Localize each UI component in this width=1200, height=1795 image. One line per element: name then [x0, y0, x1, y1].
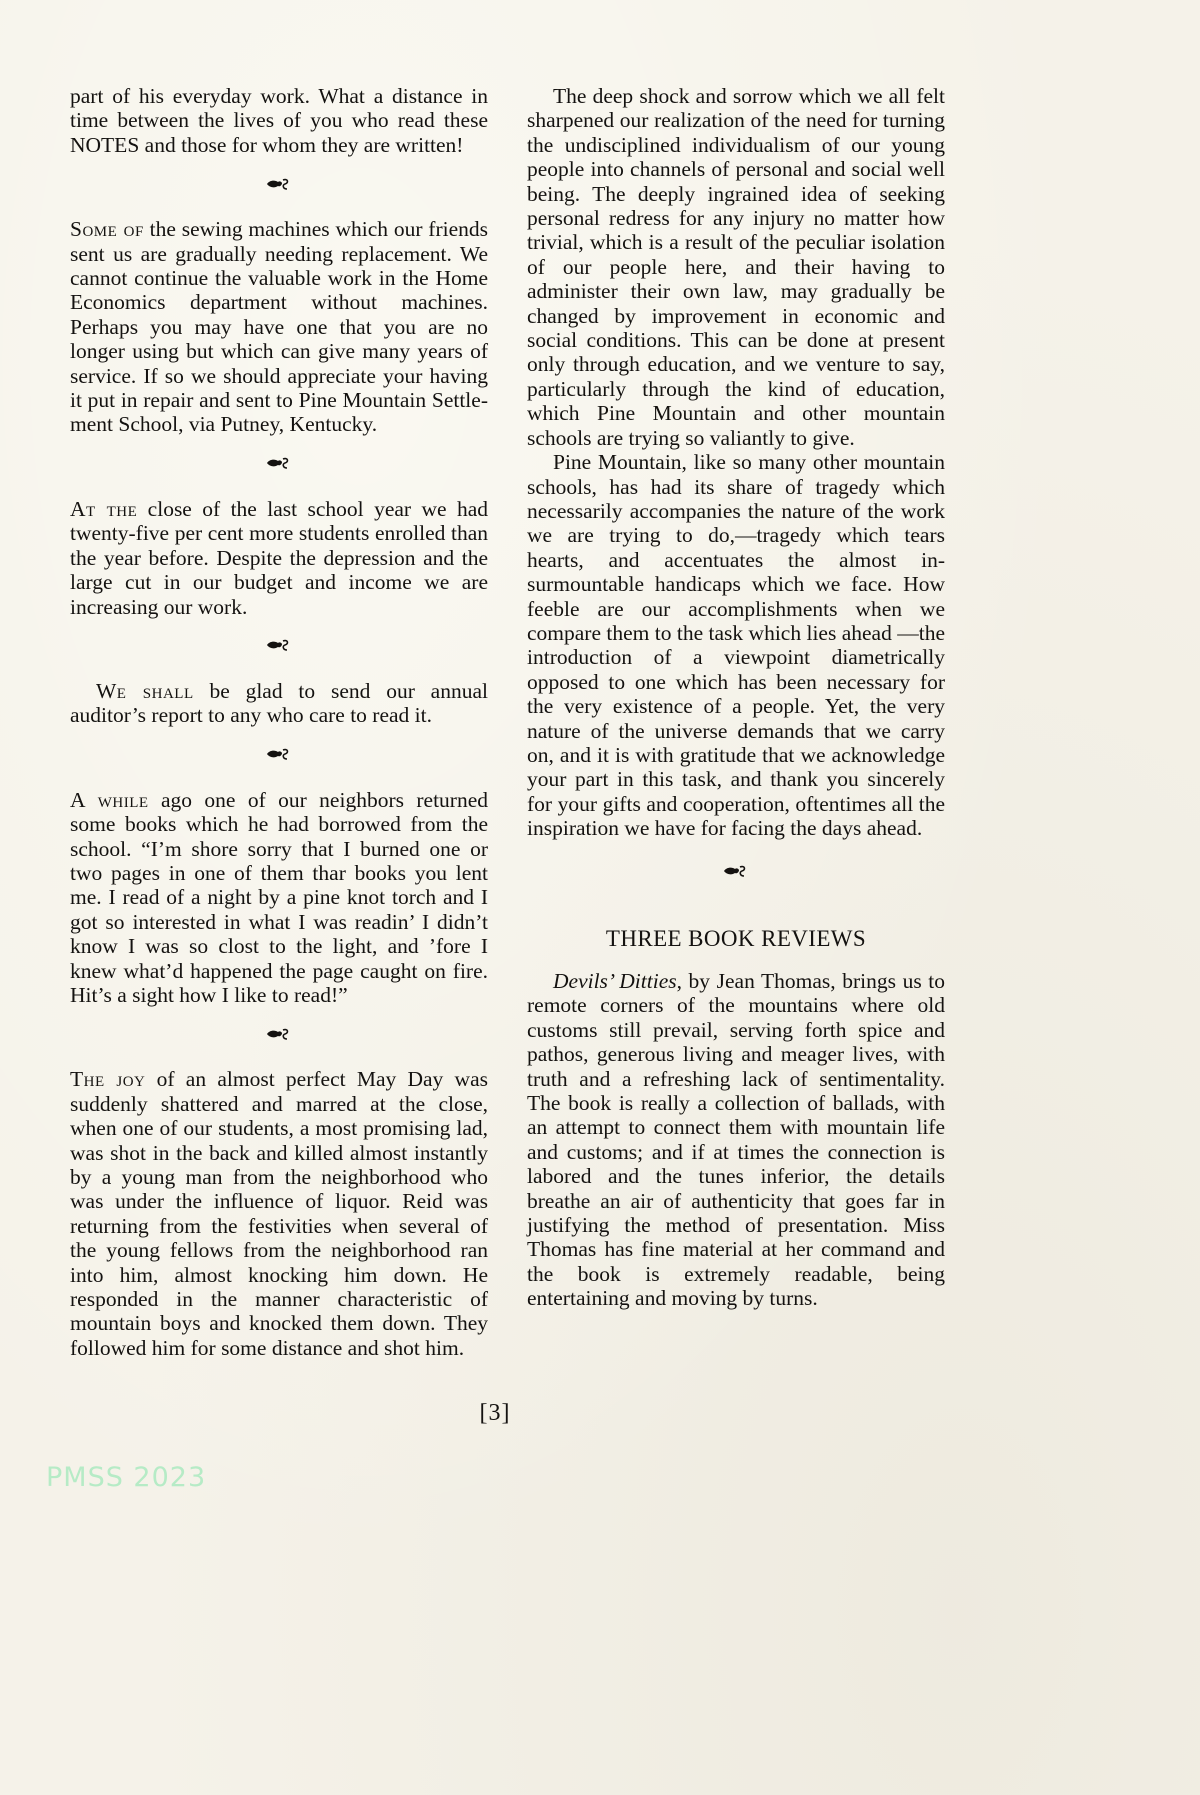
paragraph-deep-shock: The deep shock and sorrow which we all felt sharpened our realization of the need for turning the undisciplined individualism of our young people into channels of personal and social well being. The deeply ingrained idea of seeking personal redress for any injury no matter how trivial, which is a result of the peculiar isolation of our people here, and their having to administer their own law, may gradually be changed by improvement in economic and social conditions. This can be done at present only through education, and we venture to say, particularly through the kind of education, which Pine Mountain and other mountain schools are trying so valiantly to give.	[527, 84, 945, 450]
section-heading: THREE BOOK REVIEWS	[605, 925, 867, 951]
right-column	[527, 84, 945, 1311]
paragraph-auditor-report	[70, 679, 488, 728]
paragraph-lead: A while	[70, 787, 149, 812]
fleuron-icon	[527, 859, 945, 883]
fleuron-icon	[70, 742, 488, 766]
fleuron-icon	[70, 1021, 488, 1045]
paragraph-may-day	[70, 1067, 488, 1360]
paragraph-lead: At the	[70, 496, 138, 521]
page-number: [3]	[479, 1400, 511, 1426]
paragraph-borrowed-books	[70, 788, 488, 1008]
paragraph-text: be glad to send our annual auditor’s report to any who care to read it.	[70, 678, 488, 728]
left-column	[70, 84, 488, 1360]
fleuron-icon	[70, 633, 488, 657]
paragraph-text: , by Jean Thomas, brings us to remote corners of the mountains where old customs still prevail, serving forth spice and pathos, generous living and meager lives, with truth and a refreshing lack of sentimentality. The book is really a collection of ballads, with an attempt to connect them with mountain life and customs; and if at times the connection is labored and the tunes inferior, the details breathe an air of authenticity that goes far in justifying the method of presentation. Miss Thomas has fine material at her command and the book is extremely readable, being entertaining and moving by turns.	[527, 969, 945, 1311]
paragraph-text: ago one of our neighbors returned some books which he had borrowed from the school. “I’m shore sorry that I burned one or two pages in one of them thar books you lent me. I read of a night by a pine knot torch and I got so interested in what I was readin’ I didn’t know I was so clost to the light, and ’fore I knew what’d happened the page caught on fire. Hit’s a sight how I like to read!”	[70, 787, 488, 1007]
watermark: PMSS 2023	[46, 1462, 207, 1493]
fleuron-icon	[70, 171, 488, 195]
paragraph-tragedy: Pine Mountain, like so many other mountain schools, has had its share of tragedy which necessarily accompanies the nature of the work we are trying to do,—tragedy which tears hearts, and accentuates the almost insurmountable handicaps which we face. How feeble are our accomplishments when we compare them to the task which lies ahead —the introduction of a viewpoint diametrically opposed to one which has been necessary for the very existence of a people. Yet, the very nature of the universe demands that we carry on, and it is with gratitude that we acknowledge your part in this task, and thank you sincerely for your gifts and cooperation, oftentimes all the inspiration we have for facing the days ahead.	[527, 450, 945, 841]
paragraph-lead: Some of	[70, 217, 144, 242]
paragraph-text: the sewing machines which our friends sent us are gradually needing replacement. We cannot continue the valuable work in the Home Economics department without machines. Perhaps you may have one that you are no longer using but which can give many years of service. If so we should appreciate your having it put in repair and sent to Pine Mountain Settlement School, via Putney, Kentucky.	[70, 217, 488, 437]
fleuron-icon	[70, 451, 488, 475]
paragraph-text: of an almost perfect May Day was suddenly shattered and marred at the close, when one of our students, a most promising lad, was shot in the back and killed almost instantly by a young man from the neighborhood who was under the influence of liquor. Reid was returning from the festivities when several of the young fellows from the neighborhood ran into him, almost knocking him down. He responded in the manner characteristic of mountain boys and knocked them down. They followed him for some distance and shot him.	[70, 1067, 488, 1360]
paragraph-lead: The joy	[70, 1067, 146, 1092]
book-title: Devils’ Ditties	[553, 969, 677, 993]
paragraph-continuation: part of his everyday work. What a distance in time between the lives of you who read these NOTES and those for whom they are written!	[70, 84, 488, 157]
paragraph-enrollment	[70, 497, 488, 619]
paragraph-review-devils-ditties	[527, 969, 945, 1311]
paragraph-text: close of the last school year we had twenty-five per cent more students enrolled than the year before. Despite the depression and the large cut in our budget and income we are increasing our work.	[70, 496, 488, 619]
paragraph-sewing-machines	[70, 217, 488, 437]
paragraph-lead: We shall	[96, 678, 194, 703]
